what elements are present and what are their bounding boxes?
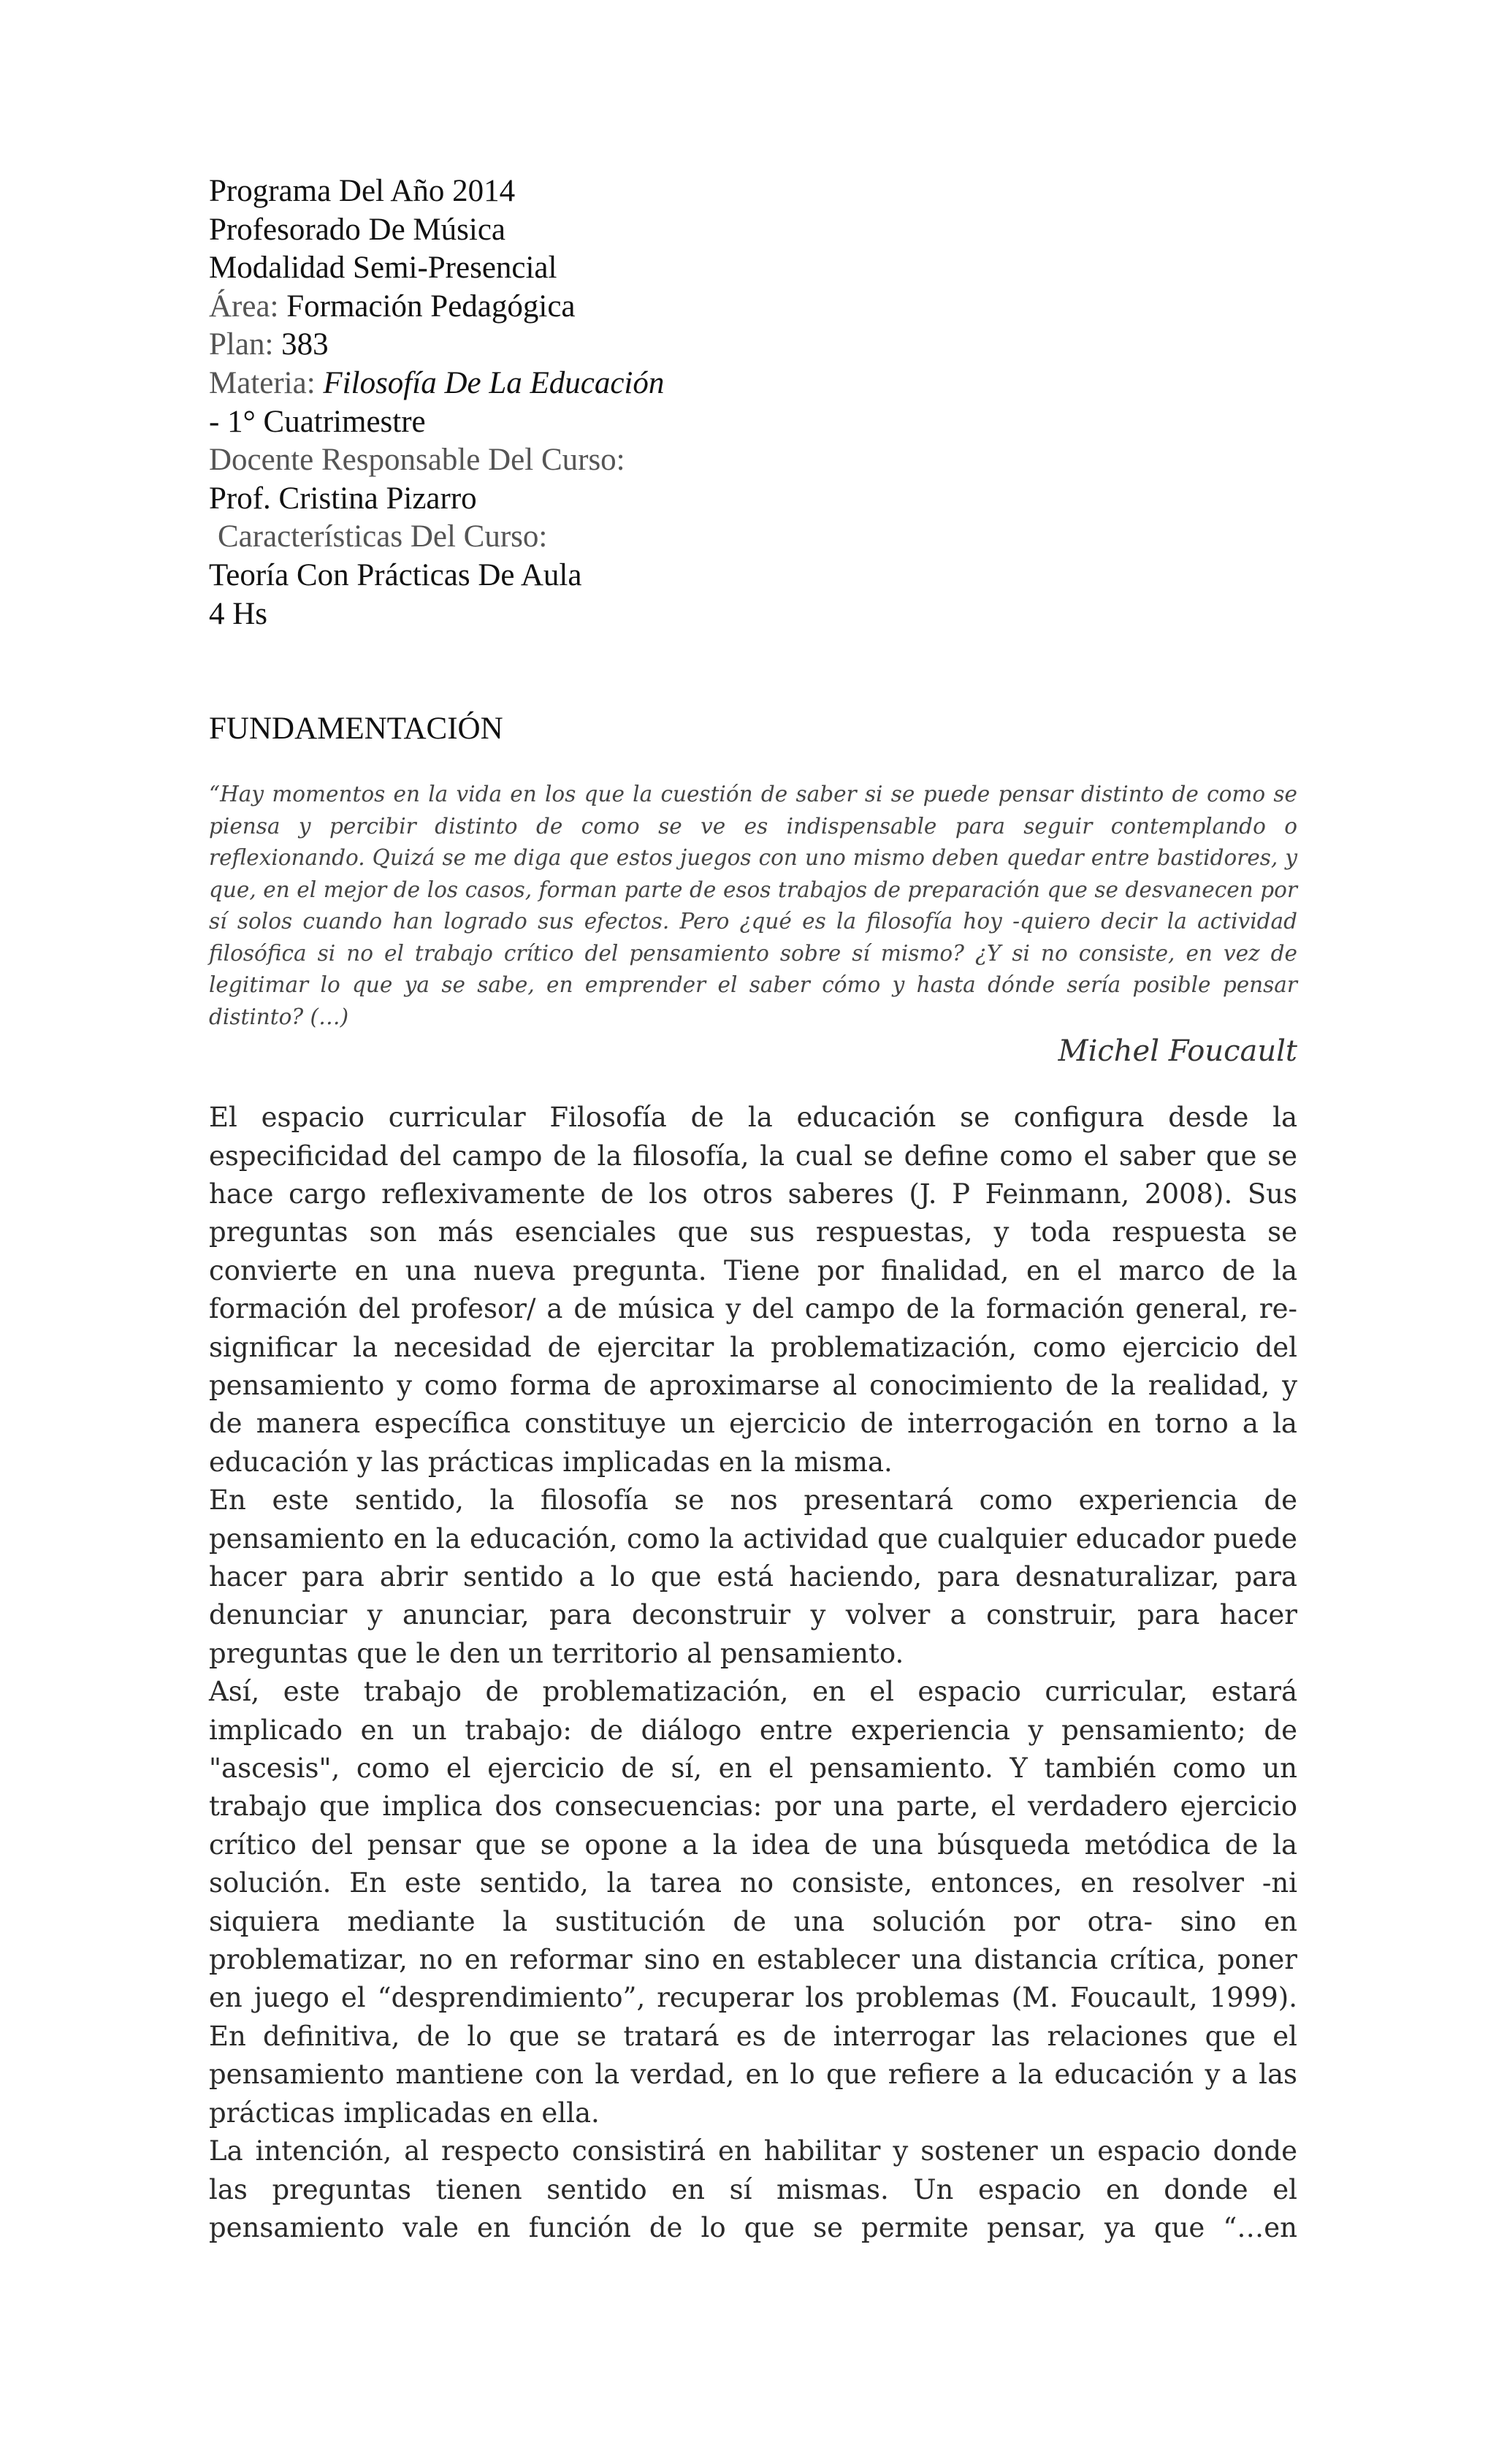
plan-line <box>209 326 1297 365</box>
docente-value: Prof. Cristina Pizarro <box>209 481 477 516</box>
horas: 4 Hs <box>209 596 268 631</box>
plan-label: Plan: <box>209 327 282 362</box>
area-value: Formación Pedagógica <box>286 289 576 324</box>
area-line <box>209 288 1297 327</box>
paragraph-1: El espacio curricular Filosofía de la educación se configura desde la especificidad del campo de la filosofía, la cual se define como el saber que se hace cargo reflexivamente de los otros saberes (J. P Feinmann, 2008). Sus preguntas son más esenciales que sus respuestas, y toda respuesta se convierte en una nueva pregunta. Tiene por finalidad, en el marco de la formación del profesor/ a de música y del campo de la formación general, re-significar la necesidad de ejercitar la problematización, como ejercicio del pensamiento y como forma de aproximarse al conocimiento de la realidad, y de manera específica constituye un ejercicio de interrogación en torno a la educación y las prácticas implicadas en la misma. <box>209 1102 1297 1478</box>
paragraph-2: En este sentido, la filosofía se nos presentará como experiencia de pensamiento en la educación, como la actividad que cualquier educador puede hacer para abrir sentido a lo que está haciendo, para desnaturalizar, para denunciar y anunciar, para deconstruir y volver a construir, para hacer preguntas que le den un territorio al pensamiento. <box>209 1484 1297 1669</box>
paragraph-4: La intención, al respecto consistirá en habilitar y sostener un espacio donde las preguntas tienen sentido en sí mismas. Un espacio en donde el pensamiento vale en función de lo que se permite pensar, ya que “…en <box>209 2135 1297 2243</box>
section-title: FUNDAMENTACIÓN <box>209 712 503 747</box>
epigraph-quote: “Hay momentos en la vida en los que la cuestión de saber si se puede pensar distinto de como se piensa y percibir distinto de como se ve es indispensable para seguir contemplando o reflexionando. Quizá se me diga que estos juegos con uno mismo deben quedar entre bastidores, y que, en el mejor de los casos, forman parte de esos trabajos de preparación que se desvanecen por sí solos cuando han logrado sus efectos. Pero ¿qué es la filosofía hoy -quiero decir la actividad filosófica si no el trabajo crítico del pensamiento sobre sí mismo? ¿Y si no consiste, en vez de legitimar lo que ya se sabe, en emprender el saber cómo y hasta dónde sería posible pensar distinto? (…) <box>209 782 1297 1029</box>
cuatrimestre: - 1° Cuatrimestre <box>209 404 426 439</box>
document-page <box>209 172 1297 2247</box>
profesorado: Profesorado De Música <box>209 212 506 247</box>
area-label: Área: <box>209 289 287 324</box>
caracteristicas-value: Teoría Con Prácticas De Aula <box>209 557 582 592</box>
materia-label: Materia: <box>209 365 324 400</box>
caracteristicas-label: Características Del Curso: <box>218 519 548 554</box>
plan-value: 383 <box>281 327 329 362</box>
materia-value: Filosofía De La Educación <box>323 365 665 400</box>
modalidad: Modalidad Semi-Presencial <box>209 251 557 286</box>
materia-line <box>209 365 1297 403</box>
program-year: Programa Del Año 2014 <box>209 174 516 208</box>
docente-label: Docente Responsable Del Curso: <box>209 443 625 478</box>
epigraph-author: Michel Foucault <box>1058 1034 1297 1069</box>
paragraph-3: Así, este trabajo de problematización, en el espacio curricular, estará implicado en un trabajo: de diálogo entre experiencia y pensamiento; de "ascesis", como el ejercicio de sí, en el pensamiento. Y también como un trabajo que implica dos consecuencias: por una parte, el verdadero ejercicio crítico del pensar que se opone a la idea de una búsqueda metódica de la solución. En este sentido, la tarea no consiste, entonces, en resolver -ni siquiera mediante la sustitución de una solución por otra- sino en problematizar, no en reformar sino en establecer una distancia crítica, poner en juego el “desprendimiento”, recuperar los problemas (M. Foucault, 1999). En definitiva, de lo que se tratará es de interrogar las relaciones que el pensamiento mantiene con la verdad, en lo que refiere a la educación y a las prácticas implicadas en ella. <box>209 1676 1297 2129</box>
